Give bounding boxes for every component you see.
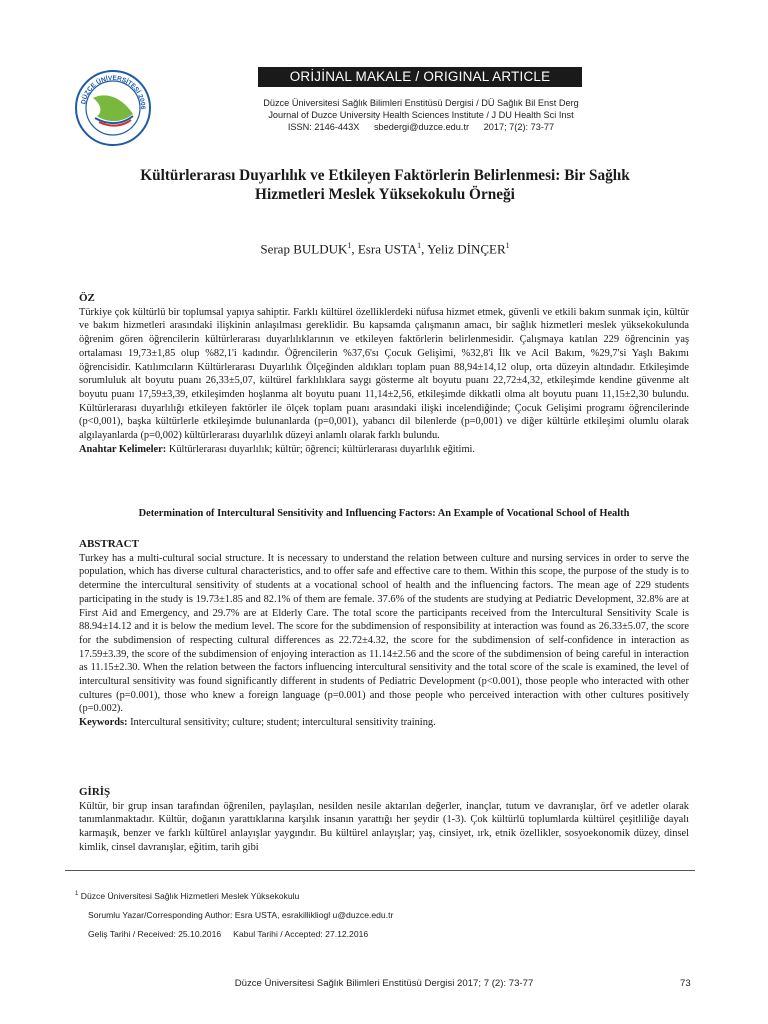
footnote-divider [65, 870, 695, 871]
intro-text: Kültür, bir grup insan tarafından öğrenilen, paylaşılan, nesilden nesile aktarılan değerler, inançlar, tutum ve davranışlar, örf ve adetler olarak tanımlanmaktadır. Kültür, doğanın yarattıklarına karşılık insanın yarattığı her şeydir (1-3). Çok kültürlü toplumlarda kültürel çeşitliliğe dayalı karmaşık, benzer ve farklı kültürel anlayışlar yaygındır. Bu kültürel anlayışlar; yaş, cinsiyet, ırk, etnik özellikler, sosyoekonomik düzey, dinsel kimlik, cinsel davranışlar, eğitim, tarih gibi [79, 800, 689, 853]
author-name: Esra USTA [357, 241, 418, 257]
author-name: Yeliz DİNÇER [427, 241, 506, 257]
footer-citation: Düzce Üniversitesi Sağlık Bilimleri Enstitüsü Dergisi 2017; 7 (2): 73-77 [234, 978, 534, 989]
introduction [79, 786, 689, 855]
received-date: Geliş Tarihi / Received: 25.10.2016 [88, 929, 222, 939]
author-affiliation-sup: 1 [417, 241, 422, 250]
keywords-en [79, 716, 689, 730]
abstract-tr [79, 292, 689, 456]
page-number: 73 [680, 978, 691, 989]
footnote-affiliation [75, 891, 299, 901]
accepted-date: Kabul Tarihi / Accepted: 27.12.2016 [233, 929, 369, 939]
author-affiliation-sup: 1 [505, 241, 510, 250]
article-title [40, 166, 730, 204]
journal-email[interactable]: sbedergi@duzce.edu.tr [373, 122, 470, 132]
dates-line [88, 929, 368, 939]
author-name: Serap BULDUK [260, 241, 348, 257]
title-line-1: Kültürlerarası Duyarlılık ve Etkileyen Faktörlerin Belirlenmesi: Bir Sağlık [140, 167, 630, 184]
abstract-en [79, 538, 689, 730]
university-logo [73, 68, 153, 148]
keywords-en-label: Keywords: [79, 717, 128, 729]
journal-name-tr: Düzce Üniversitesi Sağlık Bilimleri Enstitüsü Dergisi / DÜ Sağlık Bil Enst Derg [263, 98, 579, 108]
keywords-tr [79, 443, 689, 457]
author-list [40, 241, 730, 257]
intro-heading: GİRİŞ [79, 786, 111, 798]
keywords-tr-label: Anahtar Kelimeler: [79, 443, 167, 455]
author-separator: , [351, 241, 358, 257]
journal-info [216, 97, 626, 133]
author-affiliation-sup: 1 [347, 241, 352, 250]
issn: ISSN: 2146-443X [287, 122, 360, 132]
logo-ring-text: DÜZCE ÜNİVERSİTESİ 2006 [80, 74, 147, 110]
abstract-tr-heading: ÖZ [79, 292, 95, 304]
abstract-en-text: Turkey has a multi-cultural social structure. It is necessary to understand the relation between culture and nursing services in order to serve the population, which has diverse cultural characteristics, and to offer safe and effective care to them. Within this scope, the purpose of the study is to determine the intercultural sensitivity of students at a vocational school of health and the influencing factors. The mean age of 229 students participating in the study is 19.73±1.85 and 82.1% of them are female. 37.6% of the students are studying at Pediatric Development, 32.8% are at First Aid and Emergency, and 29.7% are at Elderly Care. The total score the participants received from the Intercultural Sensitivity Scale is 88.94±14.12 and it is below the medium level. The score for the subdimension of responsibility at interaction was found as 26.33±5.07, the score for the subdimension of respecting cultural differences as 22.72±4.32, the score for the subdimension of self-confidence in interaction as 17.59±3.39, the score of the subdimension of enjoying interaction as 11.14±2.56 and the score of the subdimension of being careful in interaction as 11.15±2.30. When the relation between the factors influencing intercultural sensitivity and the total score of the scale is examined, the level of intercultural sensitivity was found significantly different in students of Pediatric Development (p<0.001), those people who interacted with other cultures (p=0.001), those who knew a foreign language (p=0.001) and those people who perceived interaction with other cultures positively (p=0.002). [79, 552, 689, 715]
journal-name-en: Journal of Duzce University Health Sciences Institute / J DU Health Sci Inst [268, 110, 574, 120]
english-title: Determination of Intercultural Sensitivity and Influencing Factors: An Example of Vocational School of Health [138, 508, 630, 519]
keywords-en-text: Intercultural sensitivity; culture; student; intercultural sensitivity training. [130, 717, 436, 729]
title-line-2: Hizmetleri Meslek Yüksekokulu Örneği [255, 186, 515, 203]
corresponding-author: Sorumlu Yazar/Corresponding Author: Esra USTA, esrakillikliogl u@duzce.edu.tr [88, 910, 394, 920]
journal-volume: 2017; 7(2): 73-77 [483, 122, 555, 132]
journal-issn-line [216, 121, 626, 133]
footnote-sup: 1 [75, 891, 79, 898]
abstract-tr-text: Türkiye çok kültürlü bir toplumsal yapıya sahiptir. Farklı kültürel özelliklerdeki nüfusa hizmet etmek, güvenli ve etkili bakım sunmak için, kültür ve bakım hizmetleri arasındaki ilişkinin anlaşılması gereklidir. Bu kapsamda çalışmanın amacı, bir sağlık hizmetleri meslek yüksekokulunda öğrenim gören öğrencilerin kültürlerarası duyarlılıklarının ve etkileyen faktörlerin belirlenmesidir. Çalışmaya katılan 229 öğrencinin yaş ortalaması 19,73±1,85 olup %82,1'i kadındır. Öğrencilerin %37,6'sı Çocuk Gelişimi, %32,8'i İlk ve Acil Bakım, %29,7'si Yaşlı Bakımı öğrencisidir. Katılımcıların Kültürlerarası Duyarlılık Ölçeğinden aldıkları toplam puan 88,94±14,12 olup, orta düzeyin altındadır. Etkileşimde sorumluluk alt boyutu puanı 26,33±5,07, kültürel farklılıklara saygı gösterme alt boyutu puanı 22,72±4,32, etkileşimde kendine güvenme alt boyutu puanı 17,59±3,39, etkileşimden hoşlanma alt boyutu puanı 11,14±2,56, etkileşimde dikkatli olma alt boyutu puanı 11,15±2,30 bulundu. Kültürlerarası duyarlılığı etkileyen faktörler ile ölçek toplam puanı arasındaki ilişki incelendiğinde; Çocuk Gelişimi programı öğrencilerinde (p<0,001), başka kültürlerle etkileşimde bulunanlarda (p=0,001), yabancı dil bilenlerde (p=0,001) ve diğer kültürle etkileşimi olumlu olarak algılayanlarda (p=0,002) kültürlerarası duyarlılık düzeyi anlamlı olarak farklı bulundu. [79, 306, 689, 442]
affiliation-text: Düzce Üniversitesi Sağlık Hizmetleri Meslek Yüksekokulu [80, 891, 300, 901]
article-type-banner: ORİJİNAL MAKALE / ORIGINAL ARTICLE [258, 67, 582, 87]
keywords-tr-text: Kültürlerarası duyarlılık; kültür; öğrenci; kültürlerarası duyarlılık eğitimi. [168, 443, 476, 455]
author-separator: , [421, 241, 428, 257]
abstract-en-heading: ABSTRACT [79, 538, 139, 550]
